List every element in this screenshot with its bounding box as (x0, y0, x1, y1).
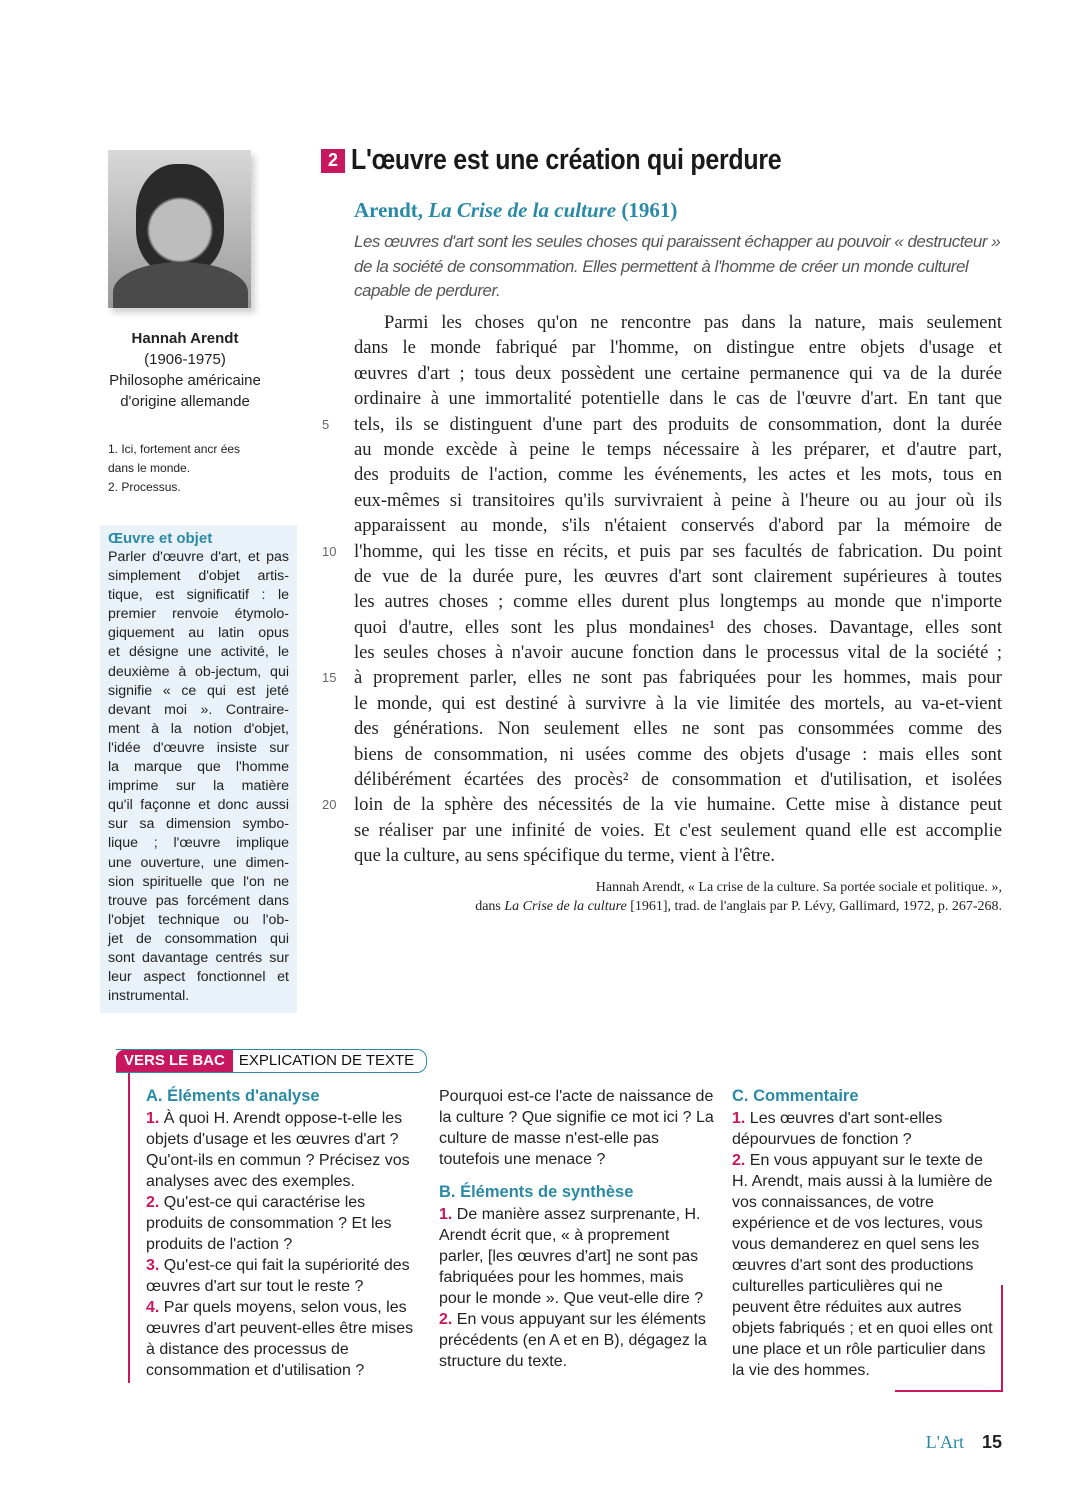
definition-line: l'objet technique ou l'ob- (108, 911, 289, 928)
question (732, 1108, 997, 1150)
question-text: Par quels moyens, selon vous, les œuvres d'art peuvent-elles être mises à distance des processus de consommation et d'utilisation ? (146, 1299, 414, 1379)
portrait-caption (100, 328, 270, 412)
citation-line (475, 897, 1002, 916)
text-line (354, 361, 1002, 386)
definition-line: la marque que l'homme (108, 759, 289, 776)
definition-line: premier renvoie étymolo- (108, 606, 289, 623)
footnote: 1. Ici, fortement ancr ées (108, 442, 241, 456)
question-text: Qu'est-ce qui caractérise les produits de consommation ? Et les produits de l'action ? (146, 1194, 392, 1253)
text-line (354, 564, 1002, 589)
text-line-content: Parmi les choses qu'on ne rencontre pas dans la nature, mais seulement (384, 312, 1002, 333)
section-title: B. Éléments de synthèse (439, 1183, 634, 1201)
definition-line: deuxième à ob-jectum, qui (108, 663, 289, 680)
definition-line: une ouverture, une dimen- (108, 854, 289, 871)
definition-title: Œuvre et objet (108, 530, 213, 547)
text-line-content: biens de consommation, ni usées comme des objets d'usage : mais elles sont (354, 743, 1002, 765)
exercise-banner (116, 1049, 427, 1073)
intro-text: Les œuvres d'art sont les seules choses qui paraissent échapper au pouvoir « destructeur » de la société de consommation. Elles permettent à l'homme de créer un monde culturel capable de perdurer. (354, 232, 1001, 300)
text-line-content: de vue de la durée pure, les œuvres d'art sont clairement supérieures à toutes (354, 565, 1002, 587)
text-line (354, 513, 1002, 538)
text-line-content: des produits de l'action, comme les événements, les actes et les mots, tous en (354, 464, 1002, 486)
text-line (354, 462, 1002, 487)
document-number: 2 (321, 149, 345, 173)
text-line (354, 843, 1002, 868)
question-text: À quoi H. Arendt oppose-t-elle les objets d'usage et les œuvres d'art ? Qu'ont-ils en commun ? Précisez vos analyses avec des exemples. (146, 1110, 410, 1190)
footnotes (108, 440, 240, 497)
divider (128, 1073, 130, 1383)
question-number: 2. (439, 1311, 453, 1328)
portrait-photo (108, 150, 251, 308)
definition-line: jet de consommation qui (108, 930, 289, 947)
text-line-content: œuvres d'art ; tous deux possèdent une certaine permanence qui va de la durée (354, 362, 1002, 384)
portrait-dates: (1906-1975) (144, 351, 226, 368)
section-b (439, 1086, 714, 1372)
citation-part: [1961], trad. de l'anglais par P. Lévy, Gallimard, 1972, p. 267-268. (626, 899, 1002, 914)
definition-line: sion spirituelle que l'on ne (108, 873, 289, 890)
text-line (322, 412, 1002, 437)
question-number: 4. (146, 1299, 160, 1316)
question-number: 1. (439, 1206, 453, 1223)
definition-line: l'idée d'œuvre insiste sur (108, 739, 289, 756)
question-text: En vous appuyant sur les éléments précédents (en A et en B), dégagez la structure du texte. (439, 1311, 707, 1370)
text-line (354, 310, 1002, 335)
question (146, 1192, 421, 1255)
question (146, 1108, 421, 1192)
question-continued: Pourquoi est-ce l'acte de naissance de la culture ? Que signifie ce mot ici ? La culture de masse n'est-elle pas toutefois une menace ? (439, 1088, 714, 1168)
text-line (354, 640, 1002, 665)
line-number: 5 (322, 416, 330, 432)
portrait-role: Philosophe américaine (109, 372, 261, 389)
footnote: dans le monde. (108, 461, 191, 475)
text-line-content: l'homme, qui les tisse en récits, et puis par ses facultés de fabrication. Du point (354, 540, 1002, 562)
text-line (354, 818, 1002, 843)
divider (895, 1390, 1003, 1392)
definition-line: lique ; l'œuvre implique (108, 835, 289, 852)
text-line (354, 437, 1002, 462)
definition-line: trouve pas forcément dans (108, 892, 289, 909)
citation-part: dans (475, 899, 505, 914)
definition-line: simplement d'objet artis- (108, 568, 289, 585)
text-line-content: quoi d'autre, elles sont les plus mondaines¹ des choses. Davantage, elles sont (354, 616, 1002, 638)
question-text: Les œuvres d'art sont-elles dépourvues de fonction ? (732, 1110, 943, 1148)
definition-line: sont davantage centrés sur (108, 949, 289, 966)
author: Arendt, (354, 198, 429, 222)
page-footer (926, 1432, 1002, 1453)
text-line-content: se réaliser par une infinité de voies. Et c'est seulement quand elle est accomplie (354, 819, 1002, 841)
main-text (322, 310, 1002, 869)
definition-line: giquement au latin opus (108, 625, 289, 642)
definition-line: tique, est significatif : le (108, 587, 289, 604)
question (146, 1255, 421, 1297)
footnote: 2. Processus. (108, 480, 181, 494)
text-line (322, 539, 1002, 564)
text-line-content: loin de la sphère des nécessités de la vie humaine. Cette mise à distance peut (354, 794, 1002, 816)
text-line-content: que la culture, au sens spécifique du terme, vient à l'être. (354, 845, 776, 867)
text-line (354, 589, 1002, 614)
text-line-content: délibérément écartées des procès² de consommation et d'utilisation, et isolées (354, 769, 1002, 791)
text-line (322, 792, 1002, 817)
page-title: L'œuvre est une création qui perdure (351, 144, 782, 176)
section-name: L'Art (925, 1432, 964, 1452)
definition-line: devant moi ». Contraire- (108, 701, 289, 718)
section-title: A. Éléments d'analyse (146, 1087, 320, 1105)
text-line-content: eux-mêmes si transitoires qu'ils survivraient à peine à l'heure ou au jour où ils (354, 489, 1002, 511)
text-line-content: le monde, qui est destiné à survivre à la vie limitée des mortels, au va-et-vient (354, 692, 1002, 714)
text-line-content: dans le monde fabriqué par l'homme, on distingue entre objets d'usage et (354, 337, 1002, 359)
text-line-content: à proprement parler, elles ne sont pas fabriquées pour les hommes, mais pour (354, 667, 1002, 689)
page-number: 15 (981, 1432, 1002, 1452)
work-reference (354, 198, 677, 223)
line-number: 15 (322, 670, 337, 686)
definition-line: instrumental. (108, 988, 190, 1005)
definition-line: leur aspect fonctionnel et (108, 969, 289, 986)
section-a (146, 1086, 421, 1381)
definition-line: et désigne une activité, le (108, 644, 289, 661)
text-line-content: des générations. Non seulement elles ne sont pas consommées comme des (354, 718, 1002, 740)
citation-work: La Crise de la culture (504, 899, 627, 914)
definition-line: Parler d'œuvre d'art, et pas (108, 549, 289, 565)
definition-line: qu'il façonne et donc aussi (108, 797, 289, 814)
text-line-content: les seules choses à n'avoir aucune fonction dans le processus vital de la société ; (354, 642, 1002, 664)
text-line-content: au monde excède à peine le temps nécessaire à les préparer, et d'autre part, (354, 438, 1002, 460)
portrait-role: d'origine allemande (120, 393, 250, 410)
text-line-content: les autres choses ; comme elles durent plus longtemps au monde que n'importe (354, 591, 1002, 613)
question-text: De manière assez surprenante, H. Arendt écrit que, « à proprement parler, [les œuvres d'art] ne sont pas fabriquées pour les hommes, mais pour le monde ». Que veut-elle dire ? (439, 1206, 704, 1307)
divider (1001, 1285, 1003, 1390)
text-line (322, 665, 1002, 690)
question-number: 3. (146, 1257, 160, 1274)
definition-line: sur sa dimension symbo- (108, 816, 289, 833)
question-number: 2. (732, 1152, 746, 1169)
text-line-content: ordinaire à une immortalité potentielle dans le cas de l'œuvre d'art. En tant que (354, 388, 1002, 410)
section-c (732, 1086, 997, 1381)
question (732, 1150, 997, 1381)
question (439, 1309, 714, 1372)
definition-line: ment à la notion d'objet, (108, 720, 289, 737)
question-text: Qu'est-ce qui fait la supériorité des œuvres d'art sur tout le reste ? (146, 1257, 410, 1295)
text-line (354, 488, 1002, 513)
text-line (354, 335, 1002, 360)
question-number: 1. (146, 1110, 160, 1127)
question (439, 1204, 714, 1309)
document-heading (321, 144, 851, 177)
question-number: 2. (146, 1194, 160, 1211)
text-line (354, 386, 1002, 411)
citation-line: Hannah Arendt, « La crise de la culture. Sa portée sociale et politique. », (595, 880, 1002, 895)
text-line (354, 691, 1002, 716)
year: (1961) (616, 198, 678, 222)
definition-box (100, 525, 297, 1013)
work-title: La Crise de la culture (428, 198, 617, 222)
question-number: 1. (732, 1110, 746, 1127)
bac-tag: VERS LE BAC (116, 1050, 233, 1072)
question (146, 1297, 421, 1381)
text-line (354, 742, 1002, 767)
text-line (354, 615, 1002, 640)
text-line (354, 716, 1002, 741)
text-line (354, 767, 1002, 792)
portrait-name: Hannah Arendt (131, 330, 239, 347)
definition-line: imprime sur la matière (108, 778, 289, 795)
section-title: C. Commentaire (732, 1087, 859, 1105)
definition-line: signifie « ce qui est jeté (108, 682, 289, 699)
line-number: 10 (322, 543, 337, 559)
source-citation (475, 878, 1002, 916)
question-text: En vous appuyant sur le texte de H. Arendt, mais aussi à la lumière de vos connaissances, de votre expérience et de vos lectures, vous vous demanderez en quel sens les œuvres d'art sont des productions culturelles particulières qui ne peuvent être réduites aux autres objets fabriqués ; et en quoi elles ont une place et un rôle particulier dans la vie des hommes. (732, 1152, 993, 1379)
bac-label: EXPLICATION DE TEXTE (238, 1052, 415, 1069)
text-line-content: tels, ils se distinguent d'une part des produits de consommation, dont la durée (354, 413, 1002, 435)
text-line-content: apparaissent au monde, s'ils n'étaient conservés d'abord par la mémoire de (354, 515, 1002, 537)
line-number: 20 (322, 797, 337, 813)
